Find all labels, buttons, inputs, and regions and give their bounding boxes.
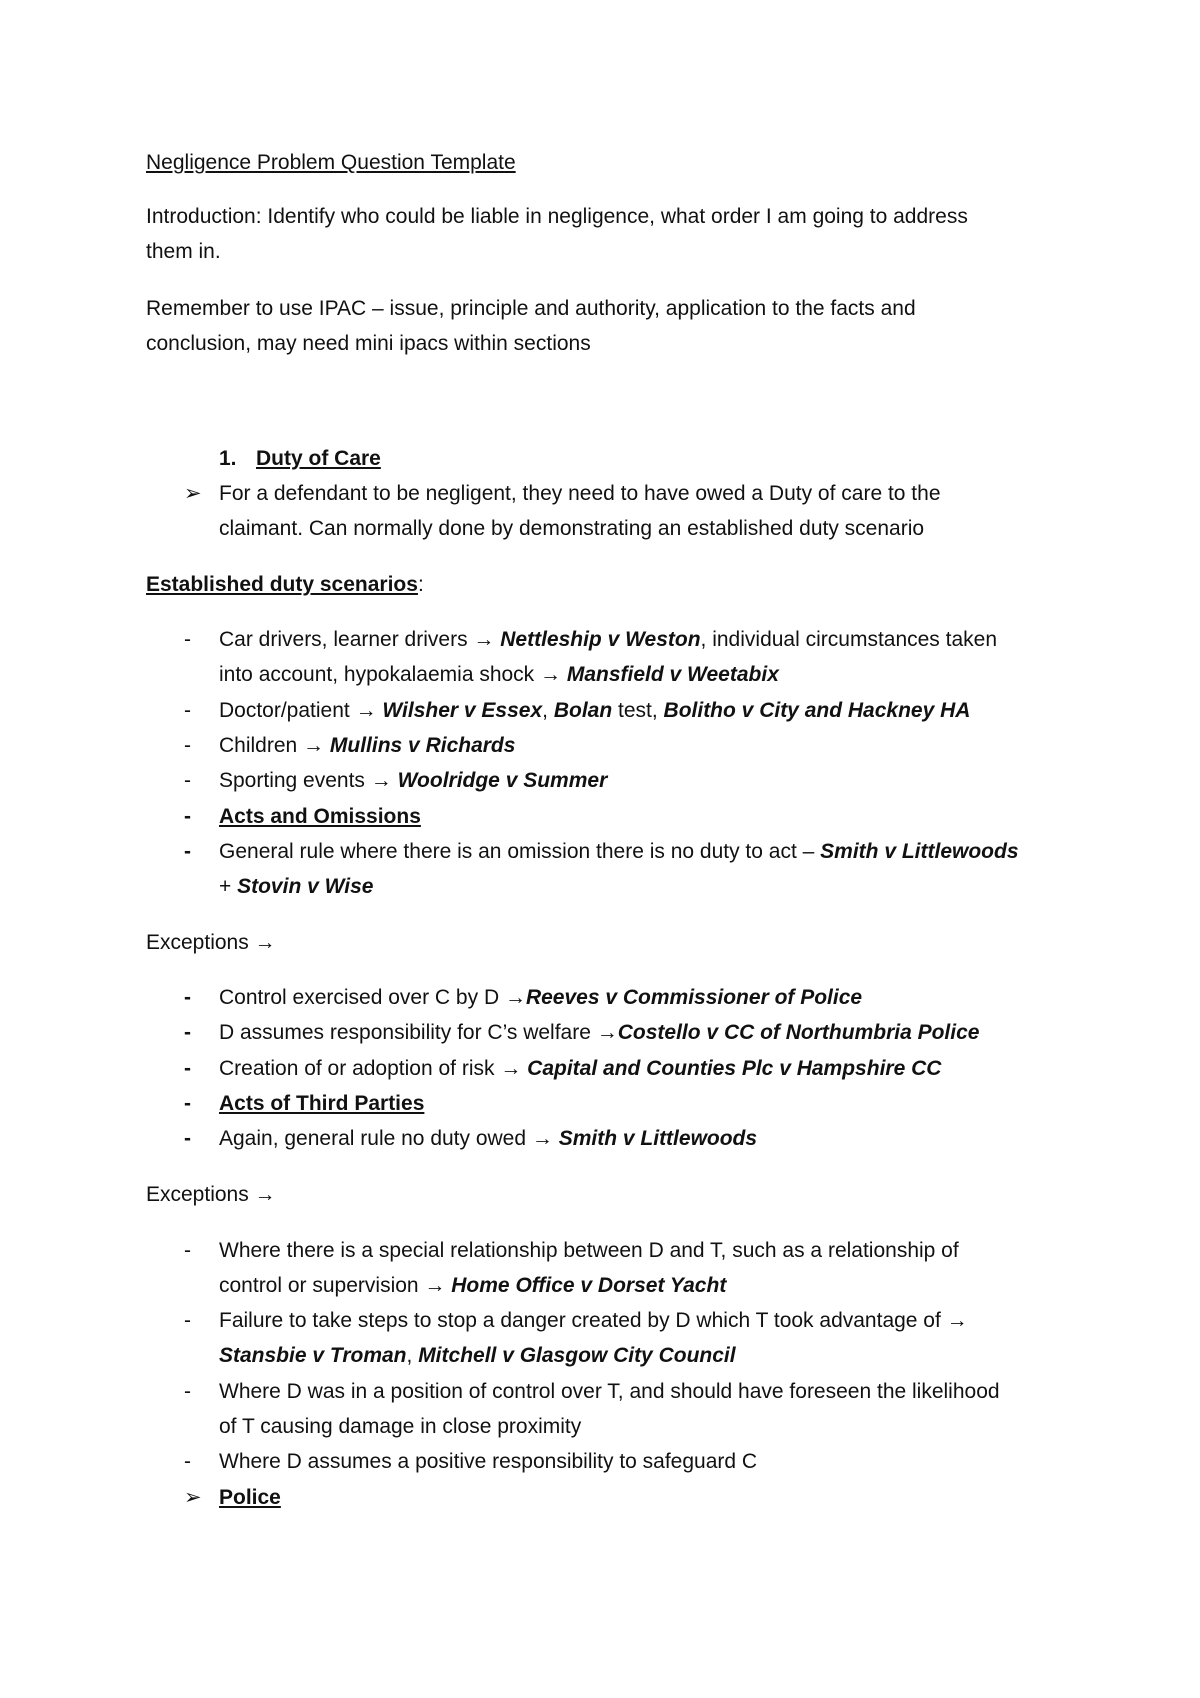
ipac-line-1: Remember to use IPAC – issue, principle and authority, application to the facts and <box>146 297 916 320</box>
dash-icon: - <box>184 628 191 651</box>
established-colon: : <box>417 573 424 596</box>
established-heading: Established duty scenarios <box>146 573 418 596</box>
list-item-position: Where D was in a position of control over T, and should have foreseen the likelihood <box>219 1380 1000 1403</box>
page-title: Negligence Problem Question Template <box>146 151 516 174</box>
list-item-creation: Creation of or adoption of risk → Capital and Counties Plc v Hampshire CC <box>219 1057 942 1080</box>
case-name: Mitchell v Glasgow City Council <box>418 1344 736 1367</box>
list-item-positive: Where D assumes a positive responsibility to safeguard C <box>219 1450 758 1473</box>
arrow-bullet-icon: ➢ <box>184 1486 202 1509</box>
dash-icon: - <box>184 986 191 1009</box>
list-item-special-cont: control or supervision → Home Office v Dorset Yacht <box>219 1274 727 1297</box>
section-heading-duty-of-care: Duty of Care <box>256 447 381 470</box>
dash-icon: - <box>184 699 191 722</box>
list-item-car-drivers: Car drivers, learner drivers → Nettleship v Weston, individual circumstances taken <box>219 628 998 651</box>
subheading-police: Police <box>219 1486 281 1509</box>
subheading-acts-omissions: Acts and Omissions <box>219 805 421 828</box>
exceptions-label: Exceptions → <box>146 931 276 954</box>
case-name: Bolan <box>553 699 613 722</box>
dash-icon: - <box>184 1309 191 1332</box>
list-item-position-cont: of T causing damage in close proximity <box>219 1415 582 1438</box>
ipac-line-2: conclusion, may need mini ipacs within sections <box>146 332 591 355</box>
list-item-again: Again, general rule no duty owed → Smith v Littlewoods <box>219 1127 758 1150</box>
dash-icon: - <box>184 734 191 757</box>
case-name: Smith v Littlewoods <box>820 840 1019 863</box>
dash-icon: - <box>184 805 191 828</box>
list-item-control: Control exercised over C by D →Reeves v Commissioner of Police <box>219 986 863 1009</box>
dash-icon: - <box>184 1127 191 1150</box>
list-item-sporting: Sporting events → Woolridge v Summer <box>219 769 608 792</box>
intro-line-2: them in. <box>146 240 221 263</box>
case-name: Woolridge v Summer <box>397 769 608 792</box>
case-name: Stovin v Wise <box>237 875 374 898</box>
dash-icon: - <box>184 1380 191 1403</box>
case-name: Costello v CC of Northumbria Police <box>617 1021 980 1044</box>
list-item-general-rule-cont: + Stovin v Wise <box>219 875 374 898</box>
list-item-failure-cont: Stansbie v Troman, Mitchell v Glasgow City Council <box>219 1344 736 1367</box>
duty-bullet-line-1: For a defendant to be negligent, they need to have owed a Duty of care to the <box>219 482 941 505</box>
case-name: Wilsher v Essex <box>382 699 543 722</box>
dash-icon: - <box>184 1057 191 1080</box>
list-item-children: Children → Mullins v Richards <box>219 734 516 757</box>
case-name: Reeves v Commissioner of Police <box>525 986 863 1009</box>
dash-icon: - <box>184 769 191 792</box>
list-item-car-drivers-cont: into account, hypokalaemia shock → Mansfield v Weetabix <box>219 663 779 686</box>
duty-bullet-line-2: claimant. Can normally done by demonstrating an established duty scenario <box>219 517 925 540</box>
case-name: Smith v Littlewoods <box>558 1127 758 1150</box>
list-item-doctor: Doctor/patient → Wilsher v Essex, Bolan test, Bolitho v City and Hackney HA <box>219 699 971 722</box>
case-name: Nettleship v Weston <box>500 628 701 651</box>
exceptions-label: Exceptions → <box>146 1183 276 1206</box>
dash-icon: - <box>184 1092 191 1115</box>
list-item-failure: Failure to take steps to stop a danger created by D which T took advantage of → <box>219 1309 968 1332</box>
case-name: Mullins v Richards <box>329 734 516 757</box>
subheading-third-parties: Acts of Third Parties <box>219 1092 425 1115</box>
dash-icon: - <box>184 1450 191 1473</box>
dash-icon: - <box>184 1239 191 1262</box>
section-number: 1. <box>219 447 237 470</box>
case-name: Capital and Counties Plc v Hampshire CC <box>527 1057 942 1080</box>
case-name: Stansbie v Troman <box>219 1344 407 1367</box>
intro-line-1: Introduction: Identify who could be liable in negligence, what order I am going to address <box>146 205 968 228</box>
list-item-assumes: D assumes responsibility for C’s welfare →Costello v CC of Northumbria Police <box>219 1021 980 1044</box>
dash-icon: - <box>184 1021 191 1044</box>
case-name: Bolitho v City and Hackney HA <box>663 699 971 722</box>
established-heading-row <box>146 572 424 598</box>
dash-icon: - <box>184 840 191 863</box>
list-item-general-rule: General rule where there is an omission there is no duty to act – Smith v Littlewoods <box>219 840 1019 863</box>
list-item-special: Where there is a special relationship between D and T, such as a relationship of <box>219 1239 959 1262</box>
arrow-bullet-icon: ➢ <box>184 482 202 505</box>
case-name: Mansfield v Weetabix <box>566 663 779 686</box>
case-name: Home Office v Dorset Yacht <box>451 1274 727 1297</box>
